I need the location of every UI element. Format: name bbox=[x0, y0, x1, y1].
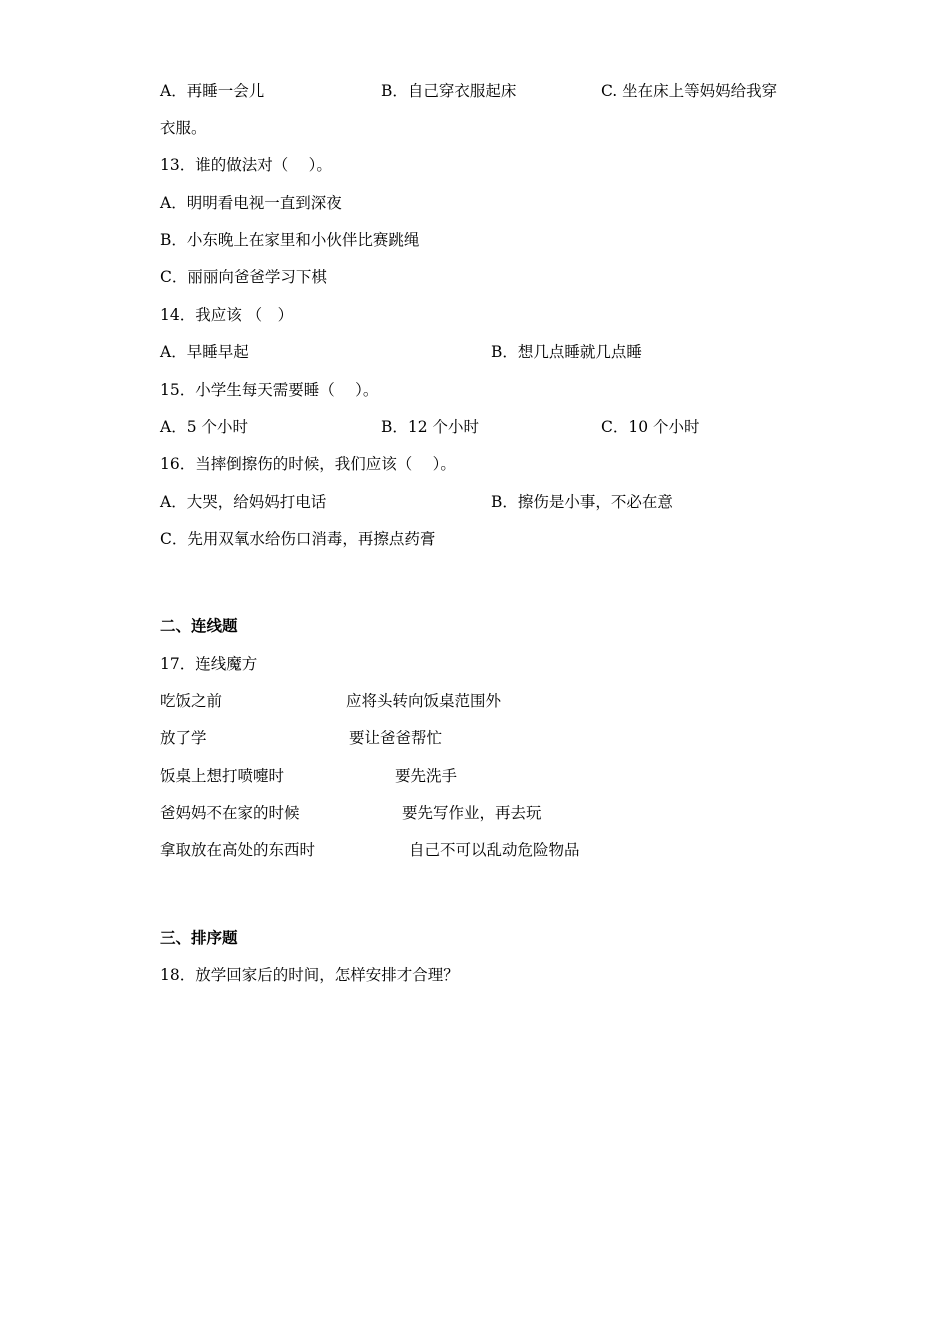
matching-left-item: 饭桌上想打喷嚏时 bbox=[160, 767, 285, 785]
q12-option-b: B．自己穿衣服起床 bbox=[381, 82, 517, 100]
matching-right-item: 要让爸爸帮忙 bbox=[349, 729, 443, 747]
q14-option-b: B．想几点睡就几点睡 bbox=[491, 343, 642, 361]
q17-stem: 17．连线魔方 bbox=[160, 655, 258, 673]
section3-heading: 三、排序题 bbox=[160, 929, 238, 947]
q13-option-b: B．小东晚上在家里和小伙伴比赛跳绳 bbox=[160, 231, 420, 249]
q16-stem: 16．当摔倒擦伤的时候，我们应该（ ）。 bbox=[160, 455, 456, 473]
q14-option-a: A．早睡早起 bbox=[160, 343, 249, 361]
matching-right-item: 应将头转向饭桌范围外 bbox=[346, 692, 502, 710]
q12-option-c: C. 坐在床上等妈妈给我穿 bbox=[601, 82, 778, 100]
q13-option-c: C．丽丽向爸爸学习下棋 bbox=[160, 268, 327, 286]
q15-option-c: C．10 个小时 bbox=[601, 418, 700, 436]
matching-left-item: 爸妈妈不在家的时候 bbox=[160, 804, 300, 822]
q15-option-a: A．5 个小时 bbox=[160, 418, 248, 436]
q12-option-a: A．再睡一会儿 bbox=[160, 82, 265, 100]
matching-right-item: 要先洗手 bbox=[395, 767, 458, 785]
q13-stem: 13．谁的做法对（ ）。 bbox=[160, 156, 332, 174]
matching-left-item: 拿取放在高处的东西时 bbox=[160, 841, 316, 859]
q16-option-b: B．擦伤是小事，不必在意 bbox=[491, 493, 673, 511]
q15-stem: 15．小学生每天需要睡（ ）。 bbox=[160, 381, 379, 399]
section2-heading: 二、连线题 bbox=[160, 617, 238, 635]
q16-option-a: A．大哭，给妈妈打电话 bbox=[160, 493, 327, 511]
matching-right-item: 自己不可以乱动危险物品 bbox=[409, 841, 580, 859]
matching-left-item: 吃饭之前 bbox=[160, 692, 223, 710]
q13-option-a: A．明明看电视一直到深夜 bbox=[160, 194, 342, 212]
q16-option-c: C．先用双氧水给伤口消毒，再擦点药膏 bbox=[160, 530, 436, 548]
q12-option-c-continuation: 衣服。 bbox=[160, 119, 207, 137]
q15-option-b: B．12 个小时 bbox=[381, 418, 480, 436]
matching-right-item: 要先写作业，再去玩 bbox=[402, 804, 542, 822]
matching-left-item: 放了学 bbox=[160, 729, 207, 747]
q18-stem: 18．放学回家后的时间，怎样安排才合理？ bbox=[160, 966, 459, 984]
q14-stem: 14．我应该 （ ） bbox=[160, 306, 294, 324]
